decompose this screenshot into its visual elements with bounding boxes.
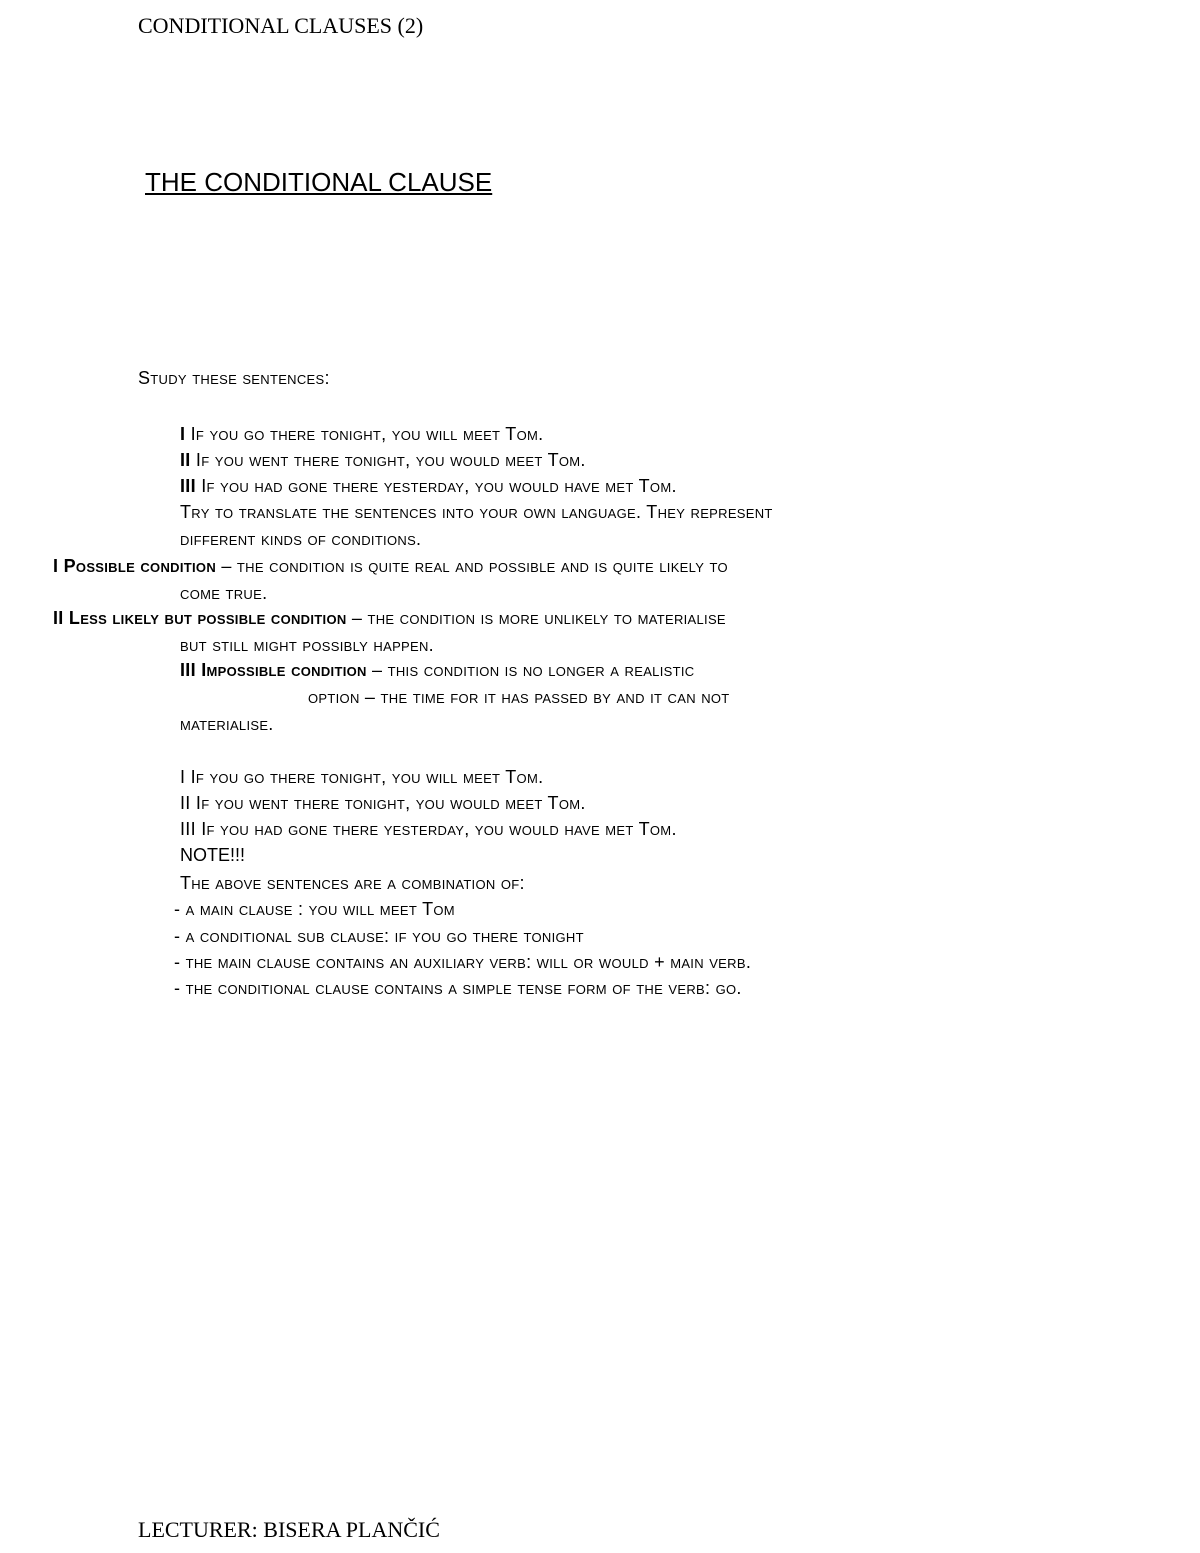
example-repeat-3: III If you had gone there yesterday, you would have met Tom.	[180, 819, 677, 839]
example-repeat-1: I If you go there tonight, you will meet Tom.	[180, 767, 544, 787]
document-header: CONDITIONAL CLAUSES (2)	[138, 13, 424, 38]
condition-possible-cont: come true.	[180, 583, 268, 603]
translate-instruction-cont: different kinds of conditions.	[180, 529, 422, 549]
condition-less-likely	[53, 608, 726, 628]
example-3	[180, 476, 677, 496]
example-number: I	[180, 424, 186, 444]
condition-possible	[53, 556, 728, 576]
condition-label: I Possible condition	[53, 556, 217, 576]
example-number: III	[180, 476, 196, 496]
example-1	[180, 424, 543, 444]
lecturer-footer: LECTURER: BISERA PLANČIĆ	[138, 1517, 440, 1542]
page-title: THE CONDITIONAL CLAUSE	[145, 167, 493, 197]
example-2	[180, 450, 586, 470]
example-text: If you had gone there yesterday, you would have met Tom.	[195, 476, 677, 496]
bullet-item: - a main clause : you will meet Tom	[174, 899, 455, 919]
bullet-item: - a conditional sub clause: if you go there tonight	[174, 926, 584, 946]
translate-instruction: Try to translate the sentences into your own language. They represent	[180, 502, 773, 522]
condition-less-likely-cont: but still might possibly happen.	[180, 635, 434, 655]
example-text: If you go there tonight, you will meet Tom.	[185, 424, 544, 444]
condition-impossible	[180, 660, 694, 680]
bullet-item: - the conditional clause contains a simple tense form of the verb: go.	[174, 978, 742, 998]
example-repeat-2: II If you went there tonight, you would meet Tom.	[180, 793, 586, 813]
condition-description: – this condition is no longer a realistic	[366, 660, 695, 680]
condition-label: II Less likely but possible condition	[53, 608, 347, 628]
condition-impossible-cont: option – the time for it has passed by and it can not	[308, 687, 730, 707]
intro-text: Study these sentences:	[138, 368, 330, 388]
combination-intro: The above sentences are a combination of:	[180, 873, 525, 893]
example-number: II	[180, 450, 191, 470]
condition-description: – the condition is more unlikely to materialise	[346, 608, 726, 628]
condition-description: – the condition is quite real and possible and is quite likely to	[216, 556, 728, 576]
example-text: If you went there tonight, you would meet Tom.	[190, 450, 586, 470]
condition-label: III Impossible condition	[180, 660, 367, 680]
note-heading: NOTE!!!	[180, 845, 246, 865]
bullet-item: - the main clause contains an auxiliary verb: will or would + main verb.	[174, 952, 752, 972]
condition-impossible-cont-2: materialise.	[180, 714, 274, 734]
